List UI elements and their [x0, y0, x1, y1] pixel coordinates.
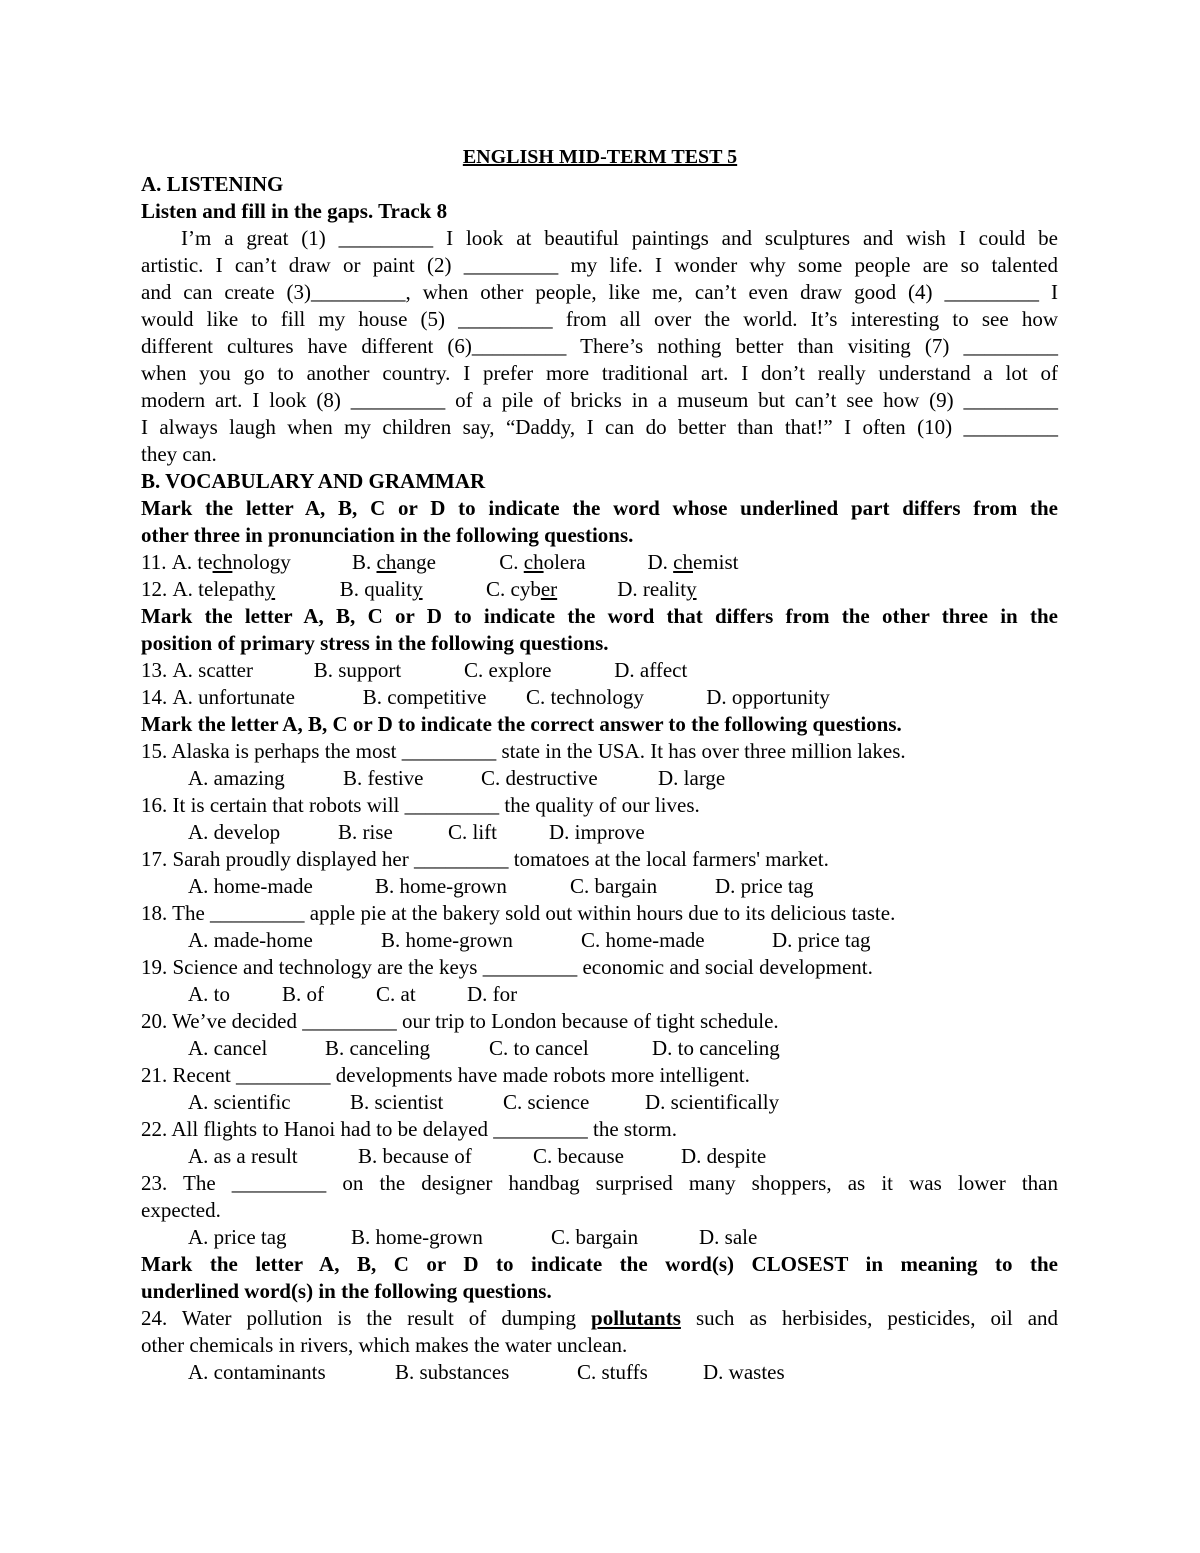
- option-d[interactable]: D. reality: [617, 577, 697, 601]
- option-c[interactable]: C. to cancel: [489, 1036, 589, 1060]
- option-c[interactable]: C. at: [376, 982, 416, 1006]
- question-23-stem: expected.: [141, 1198, 221, 1222]
- question-15-stem: 15. Alaska is perhaps the most _________ state in the USA. It has over three million lakes.: [141, 739, 906, 763]
- option-d[interactable]: D. wastes: [703, 1360, 785, 1384]
- option-a[interactable]: A. develop: [188, 820, 281, 844]
- option-a[interactable]: A. to: [188, 982, 230, 1006]
- option-a[interactable]: A. amazing: [188, 766, 285, 790]
- question-17-options: [188, 873, 1068, 900]
- option-b[interactable]: B. of: [282, 982, 324, 1006]
- option-d[interactable]: D. large: [658, 766, 726, 790]
- instruction-correct-answer: Mark the letter A, B, C or D to indicate the correct answer to the following questions.: [141, 712, 902, 736]
- option-a[interactable]: A. made-home: [188, 928, 313, 952]
- instruction-stress: position of primary stress in the following questions.: [141, 631, 609, 655]
- passage-line: artistic. I can’t draw or paint (2) _________ my life. I wonder why some people are so talented: [141, 253, 1058, 277]
- option-b[interactable]: B. festive: [343, 766, 424, 790]
- option-c[interactable]: C. bargain: [551, 1225, 639, 1249]
- question-23-stem: 23. The _________ on the designer handbag surprised many shoppers, as it was lower than: [141, 1171, 1058, 1195]
- question-24-stem: 24. Water pollution is the result of dumping pollutants such as herbisides, pesticides, oil and: [141, 1306, 1059, 1330]
- option-a[interactable]: A. cancel: [188, 1036, 268, 1060]
- option-c[interactable]: C. explore: [464, 658, 552, 682]
- question-19-options: [188, 981, 1068, 1008]
- option-a[interactable]: A. contaminants: [188, 1360, 326, 1384]
- question-22-options: [188, 1143, 1068, 1170]
- option-d[interactable]: D. improve: [549, 820, 645, 844]
- question-23-options: [188, 1224, 1068, 1251]
- option-b[interactable]: B. change: [351, 550, 436, 574]
- option-d[interactable]: D. price tag: [772, 928, 871, 952]
- question-21-stem: 21. Recent _________ developments have made robots more intelligent.: [141, 1063, 750, 1087]
- option-b[interactable]: B. because of: [358, 1144, 472, 1168]
- option-c[interactable]: C. home-made: [581, 928, 705, 952]
- option-a[interactable]: A. unfortunate: [172, 685, 295, 709]
- option-b[interactable]: B. rise: [338, 820, 393, 844]
- option-a[interactable]: A. price tag: [188, 1225, 287, 1249]
- underlined-word: pollutants: [591, 1306, 681, 1330]
- option-d[interactable]: D. scientifically: [645, 1090, 780, 1114]
- passage-line: they can.: [141, 442, 217, 466]
- question-16-stem: 16. It is certain that robots will _________ the quality of our lives.: [141, 793, 700, 817]
- option-c[interactable]: C. technology: [526, 685, 644, 709]
- option-d[interactable]: D. sale: [699, 1225, 758, 1249]
- question-14: [141, 684, 1058, 711]
- passage-line: would like to fill my house (5) _________ from all over the world. It’s interesting to see how: [141, 307, 1058, 331]
- passage-line: and can create (3)_________, when other people, like me, can’t even draw good (4) _________ I: [141, 280, 1058, 304]
- section-b-heading: B. VOCABULARY AND GRAMMAR: [141, 469, 486, 493]
- option-d[interactable]: D. for: [467, 982, 518, 1006]
- question-number: 13.: [141, 658, 168, 682]
- option-a[interactable]: A. technology: [171, 550, 291, 574]
- option-c[interactable]: C. science: [503, 1090, 590, 1114]
- option-d[interactable]: D. to canceling: [652, 1036, 780, 1060]
- question-13: [141, 657, 1058, 684]
- question-20-options: [188, 1035, 1068, 1062]
- option-a[interactable]: A. as a result: [188, 1144, 298, 1168]
- option-c[interactable]: C. stuffs: [577, 1360, 648, 1384]
- question-19-stem: 19. Science and technology are the keys _________ economic and social development.: [141, 955, 873, 979]
- question-24-options: [188, 1359, 1068, 1386]
- passage-line: I always laugh when my children say, “Daddy, I can do better than that!” I often (10) _________: [141, 415, 1058, 439]
- option-b[interactable]: B. home-grown: [351, 1225, 483, 1249]
- passage-line: when you go to another country. I prefer more traditional art. I don’t really understand a lot of: [141, 361, 1058, 385]
- question-16-options: [188, 819, 1068, 846]
- option-b[interactable]: B. home-grown: [381, 928, 513, 952]
- instruction-pronunciation: other three in pronunciation in the following questions.: [141, 523, 634, 547]
- question-number: 11.: [141, 550, 167, 574]
- question-24-stem: other chemicals in rivers, which makes the water unclean.: [141, 1333, 628, 1357]
- instruction-closest: Mark the letter A, B, C or D to indicate the word(s) CLOSEST in meaning to the: [141, 1252, 1058, 1276]
- option-c[interactable]: C. destructive: [481, 766, 598, 790]
- question-17-stem: 17. Sarah proudly displayed her _________ tomatoes at the local farmers' market.: [141, 847, 829, 871]
- question-number: 12.: [141, 577, 168, 601]
- question-12: [141, 576, 1058, 603]
- instruction-pronunciation: Mark the letter A, B, C or D to indicate the word whose underlined part differs from the: [141, 496, 1058, 520]
- option-b[interactable]: B. canceling: [325, 1036, 430, 1060]
- option-c[interactable]: C. because: [533, 1144, 624, 1168]
- option-a[interactable]: A. telepathy: [172, 577, 276, 601]
- option-b[interactable]: B. quality: [339, 577, 423, 601]
- option-b[interactable]: B. home-grown: [375, 874, 507, 898]
- option-b[interactable]: B. support: [313, 658, 402, 682]
- question-11: [141, 549, 1058, 576]
- question-number: 14.: [141, 685, 168, 709]
- option-c[interactable]: C. bargain: [570, 874, 658, 898]
- question-20-stem: 20. We’ve decided _________ our trip to London because of tight schedule.: [141, 1009, 779, 1033]
- page-title: ENGLISH MID-TERM TEST 5: [462, 146, 738, 168]
- option-d[interactable]: D. opportunity: [706, 685, 830, 709]
- option-b[interactable]: B. scientist: [350, 1090, 444, 1114]
- question-18-stem: 18. The _________ apple pie at the bakery sold out within hours due to its delicious taste.: [141, 901, 896, 925]
- option-d[interactable]: D. chemist: [647, 550, 739, 574]
- option-c[interactable]: C. lift: [448, 820, 498, 844]
- passage-line: modern art. I look (8) _________ of a pile of bricks in a museum but can’t see how (9) _________: [141, 388, 1058, 412]
- passage-line: I’m a great (1) _________ I look at beautiful paintings and sculptures and wish I could be: [181, 226, 1058, 250]
- option-a[interactable]: A. scatter: [172, 658, 253, 682]
- instruction-stress: Mark the letter A, B, C or D to indicate the word that differs from the other three in the: [141, 604, 1058, 628]
- option-d[interactable]: D. price tag: [715, 874, 814, 898]
- question-21-options: [188, 1089, 1068, 1116]
- option-a[interactable]: A. home-made: [188, 874, 313, 898]
- section-a-heading: A. LISTENING: [141, 172, 284, 196]
- option-b[interactable]: B. competitive: [362, 685, 487, 709]
- option-c[interactable]: C. cholera: [499, 550, 586, 574]
- passage-line: different cultures have different (6)_________ There’s nothing better than visiting (7) _________: [141, 334, 1058, 358]
- question-15-options: [188, 765, 1068, 792]
- question-18-options: [188, 927, 1068, 954]
- question-22-stem: 22. All flights to Hanoi had to be delayed _________ the storm.: [141, 1117, 678, 1141]
- option-a[interactable]: A. scientific: [188, 1090, 291, 1114]
- option-d[interactable]: D. despite: [681, 1144, 767, 1168]
- instruction-closest: underlined word(s) in the following questions.: [141, 1279, 552, 1303]
- option-b[interactable]: B. substances: [395, 1360, 510, 1384]
- option-d[interactable]: D. affect: [614, 658, 688, 682]
- listening-instruction: Listen and fill in the gaps. Track 8: [141, 199, 448, 223]
- option-c[interactable]: C. cyber: [486, 577, 558, 601]
